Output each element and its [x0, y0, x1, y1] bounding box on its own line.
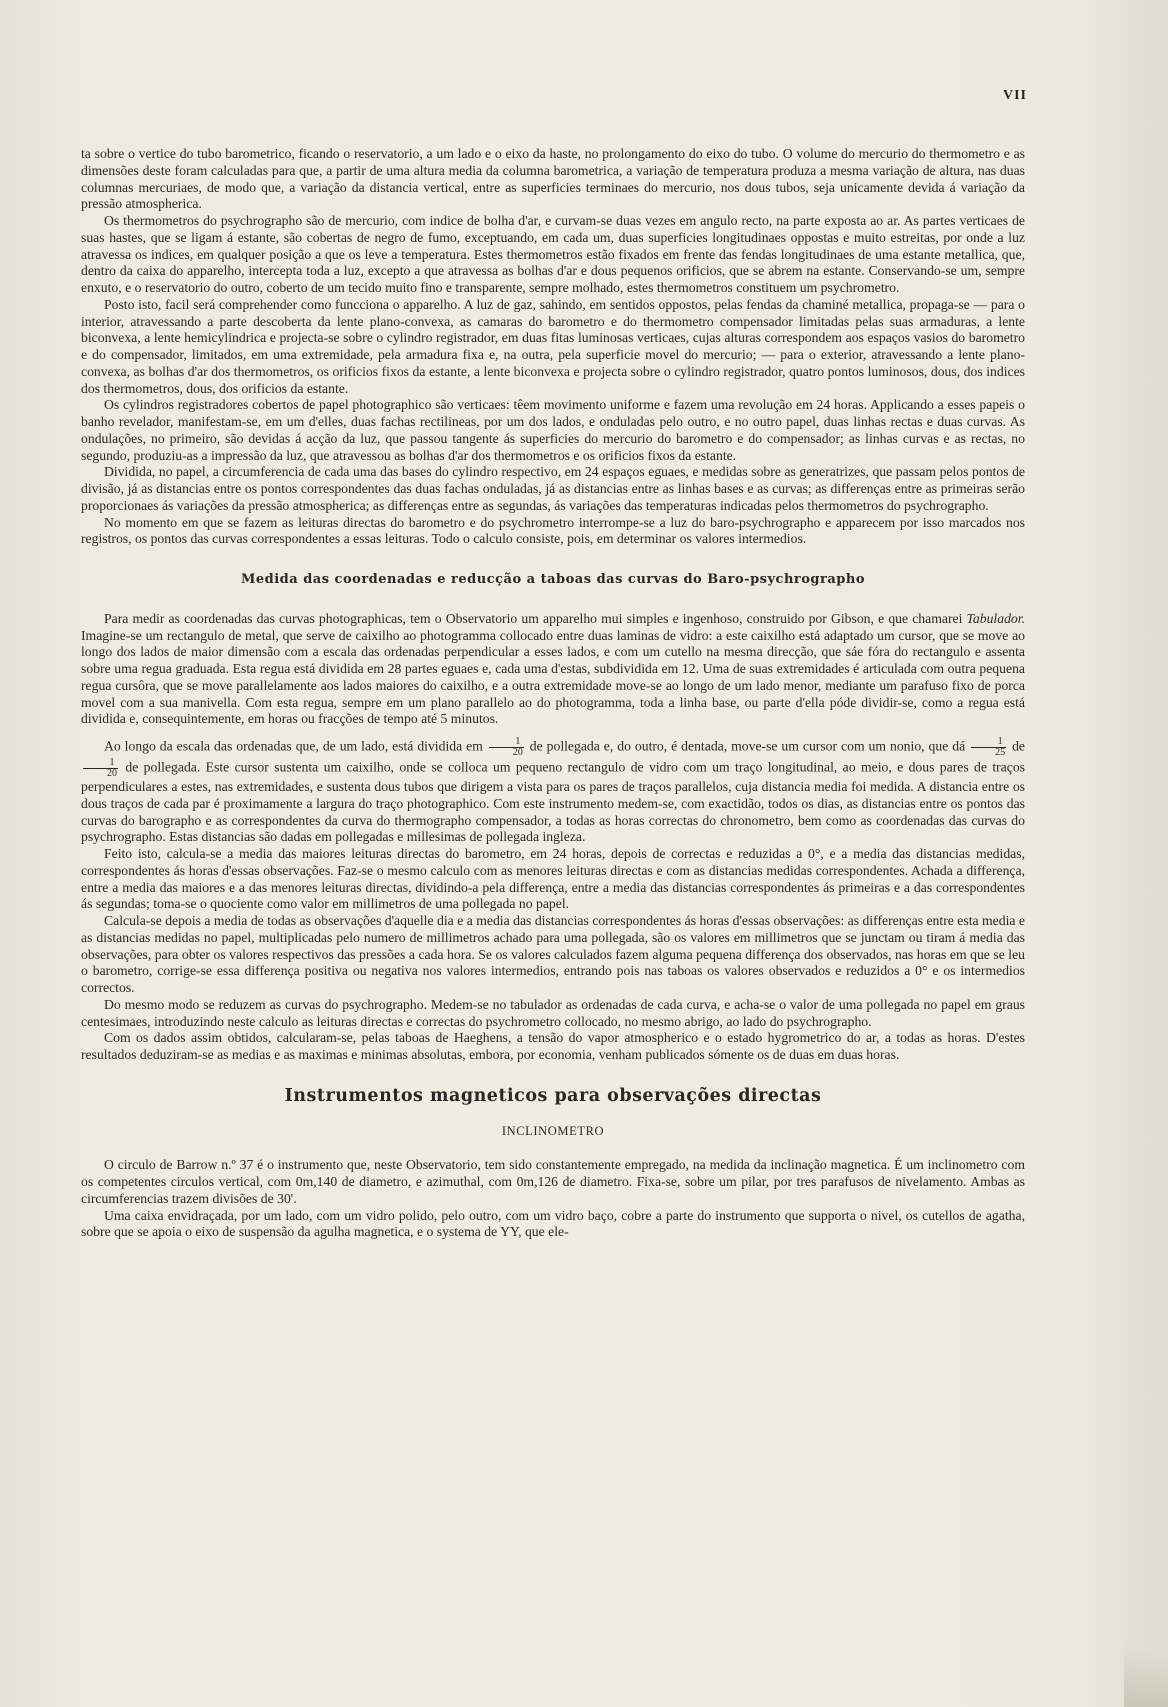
fraction-denominator: 20	[107, 768, 117, 779]
text-run: de pollegada e, do outro, é dentada, move-se um cursor com um nonio, que dá	[525, 738, 970, 754]
fraction-numerator: 1	[971, 737, 1006, 748]
fraction-denominator: 25	[995, 747, 1006, 758]
paragraph-nonio	[81, 737, 1025, 846]
text-column	[81, 146, 1025, 1241]
paragraph: No momento em que se fazem as leituras directas do barometro e do psychrometro interrompe-se a luz do baro-psychrographo e apparecem por isso marcados nos registros, os pontos das curvas correspondentes a essas leituras. Todo o calculo consiste, pois, em determinar os valores intermedios.	[81, 514, 1025, 547]
paragraph: Calcula-se depois a media de todas as observações d'aquelle dia e a media das distancias correspondentes ás horas d'essas observações: as differenças entre esta media e as distancias medidas no papel, multiplicadas pelo numero de millimetros achado para uma pollegada, são os valores em millimetros que se junctam ou tiram á media das observações, para obter os valores respectivos das pressões a cada hora. Se os valores calculados fazem alguma pequena differença dos observados, nas horas em que se leu o barometro, corrige-se essa differença positiva ou negativa nos valores intermedios, entrando pois nas taboas os valores observados e reduzidos a 0° e os intermedios correctos.	[81, 913, 1025, 995]
subsection-heading-inclinometro: INCLINOMETRO	[501, 1123, 605, 1138]
paragraph: Uma caixa envidraçada, por um lado, com um vidro polido, pelo outro, com um vidro baço, cobre a parte do instrumento que supporta o nivel, os cutellos de agatha, sobre que se apoia o eixo de suspensão da agulha magnetica, e o systema de YY, que ele-	[81, 1207, 1025, 1240]
fraction	[489, 737, 524, 758]
paragraph: Os cylindros registradores cobertos de papel photographico são verticaes: têem movimento uniforme e fazem uma revolução em 24 horas. Applicando a esses papeis o banho revelador, manifestam-se, em um d'elles, duas fachas rectilineas, por um dos lados, e onduladas pelo outro, e no outro papel, duas linhas rectas e duas curvas. As ondulações, no primeiro, são devidas á acção da luz, que passou tangente ás superficies do mercurio do barometro e do compensador; as linhas curvas e as rectas, no segundo, produziu-as a impressão da luz, que atravessou as bolhas d'ar dos thermometros e os orificios fixos da estante.	[81, 397, 1025, 463]
paragraph: Feito isto, calcula-se a media das maiores leituras directas do barometro, em 24 horas, depois de correctas e reduzidas a 0°, e a media das distancias medidas, correspondentes ás horas d'essas observações. Faz-se o mesmo calculo com as menores leituras directas e com as distancias medidas correspondentes. Achada a differença, entre a media das maiores e a das menores leituras directas, dividindo-a pela differença, entre a media das distancias correspondentes ás primeiras e a das correspondentes ás segundas; toma-se o quociente como valor em millimetros de uma pollegada no papel.	[81, 846, 1025, 912]
paragraph: Do mesmo modo se reduzem as curvas do psychrographo. Medem-se no tabulador as ordenadas de cada curva, e acha-se o valor de uma pollegada no papel em graus centesimaes, introduzindo neste calculo as leituras directas e correctas do psychrometro collocado, no mesmo abrigo, ao lado do psychrographo.	[81, 996, 1025, 1029]
fraction-denominator: 20	[512, 747, 523, 758]
paragraph: Dividida, no papel, a circumferencia de cada uma das bases do cylindro respectivo, em 24 espaços eguaes, e medidas sobre as generatrizes, que passam pelos pontos de divisão, já as distancias entre os pontos correspondentes das duas fachas onduladas, já as distancias entre as linhas bases e as curvas; as differenças entre as primeiras serão proporcionaes ás variações da pressão atmospherica; as differenças entre as segundas, ás variações das temperaturas indicadas pelos thermometros do psychrographo.	[81, 464, 1025, 513]
paragraph: Com os dados assim obtidos, calcularam-se, pelas taboas de Haeghens, a tensão do vapor atmospherico e o estado hygrometrico do ar, a todas as horas. D'estes resultados deduziram-se as medias e as maximas e minimas absolutas, embora, por economia, venham publicados sómente os de duas em duas horas.	[81, 1030, 1025, 1062]
fraction-numerator: 1	[489, 737, 524, 748]
text-run: de	[1008, 738, 1025, 754]
paragraph: O circulo de Barrow n.º 37 é o instrumento que, neste Observatorio, tem sido constantemente empregado, na medida da inclinação magnetica. É um inclinometro com os competentes circulos vertical, com 0m,140 de diametro, e azimuthal, com 0m,126 de diametro. Fixa-se, sobre um pilar, por tres parafusos de nivelamento. Ambas as circumferencias trazem divisões de 30'.	[81, 1157, 1025, 1206]
page-corner-shadow	[1124, 1615, 1168, 1707]
text-run: Ao longo da escala das ordenadas que, de um lado, está dividida em	[104, 738, 487, 754]
fraction	[971, 737, 1006, 758]
paragraph: ta sobre o vertice do tubo barometrico, ficando o reservatorio, a um lado e o eixo da haste, no prolongamento do eixo do tubo. O volume do mercurio do thermometro e as dimensões deste foram calculadas para que, a partir de uma altura media da columna barometrica, a variação de temperatura produza a mesma variação de altura, nas duas columnas mercuriaes, de modo que, a variação da distancia vertical, entre as superficies terminaes do mercurio, nos dous tubos, seja unicamente devida á variação da pressão atmospherica.	[81, 146, 1025, 212]
section-heading-tabulation: Medida das coordenadas e reducção a taboas das curvas do Baro-psychrographo	[240, 572, 866, 587]
emphasis-tabulador: Tabulador.	[966, 610, 1025, 626]
page-number: VII	[1003, 88, 1028, 103]
paragraph: Os thermometros do psychrographo são de mercurio, com indice de bolha d'ar, e curvam-se duas vezes em angulo recto, na parte exposta ao ar. As partes verticaes de suas hastes, que se ligam á estante, são cobertas de negro de fumo, exceptuando, em cada um, duas superficies longitudinaes oppostas e muito estreitas, por onde a luz atravessa os indices, em qualquer posição a que os leve a temperatura. Estes thermometros estão fixados em frente das fendas longitudinaes de uma estante metallica, que, dentro da caixa do apparelho, intercepta toda a luz, excepto a que atravessa as bolhas d'ar e dous pequenos orificios, que se abrem na estante. Conservando-se um, sempre enxuto, e o reservatorio do outro, coberto de um tecido muito fino e transparente, sempre molhado, estes thermometros constituem um psychrometro.	[81, 213, 1025, 295]
paragraph-tabulador	[81, 611, 1025, 728]
text-run: Para medir as coordenadas das curvas photographicas, tem o Observatorio um apparelho mui simples e ingenhoso, construido por Gibson, e que chamarei	[104, 610, 967, 626]
fraction	[83, 758, 118, 779]
text-run: de pollegada. Este cursor sustenta um caixilho, onde se colloca um pequeno rectangulo de vidro com um traço longitudinal, ao meio, e dous pares de traços perpendiculares a estes, nas extremidades, e sustenta dous tubos que dirigem a vista para os pares de traços parallelos, cuja distancia media foi medida. A distancia entre os dous traços de cada par é proximamente a largura do traço photographico. Com este instrumento medem-se, com exactidão, todos os dias, as distancias entre os pontos das curvas do barographo e as correspondentes da curva do thermographo compensador, a todas as horas correctas do chronometro, bem como as coordenadas das curvas do psychrographo. Estas distancias são dadas em pollegadas e millesimas de pollegada ingleza.	[81, 759, 1025, 845]
fraction-numerator: 1	[83, 758, 118, 769]
text-run: Imagine-se um rectangulo de metal, que serve de caixilho ao photogramma collocado entre duas laminas de vidro: a este caixilho está adaptado um cursor, que se move ao longo dos lados de maior dimensão com a escala das ordenadas perpendicular a esses lados, e com um cutello na mesma direcção, que sáe fóra do rectangulo e assenta sobre uma regua graduada. Esta regua está dividida em 28 partes eguaes e, cada uma d'estas, subdividida em 12. Uma de suas extremidades é articulada com outra pequena regua cursôra, que se move parallelamente aos lados maiores do caixilho, e a outra extremidade move-se ao longo de um lado menor, mediante um parafuso fixo de porca movel com a sua manivella. Com esta regua, sempre em um plano parallelo ao do photogramma, toda a linha base, ou parte d'ella póde dividir-se, como a regua está dividida e, consequintemente, em horas ou fracções de tempo até 5 minutos.	[81, 627, 1025, 727]
section-heading-magnetic: Instrumentos magneticos para observações directas	[284, 1085, 822, 1106]
paragraph: Posto isto, facil será comprehender como funcciona o apparelho. A luz de gaz, sahindo, em sentidos oppostos, pelas fendas da chaminé metallica, propaga-se — para o interior, atravessando a parte descoberta da lente plano-convexa, as camaras do barometro e do thermometro compensador limitadas pelas suas armaduras, a lente biconvexa, a lente hemicylindrica e projecta-se sobre o cylindro registrador, em duas fitas luminosas verticaes, cujas alturas correspondem aos espaços vasios do barometro e do compensador, limitados, em uma extremidade, pela armadura fixa e, na outra, pela superficie movel do mercurio; — para o exterior, atravessando a lente plano-convexa, as bolhas d'ar dos thermometros, os orificios fixos da estante, a lente biconvexa e projecta sobre o cylindro registrador, quatro pontos luminosos, dous, dos indices dos thermometros, dous, dos orificios da estante.	[81, 296, 1025, 396]
